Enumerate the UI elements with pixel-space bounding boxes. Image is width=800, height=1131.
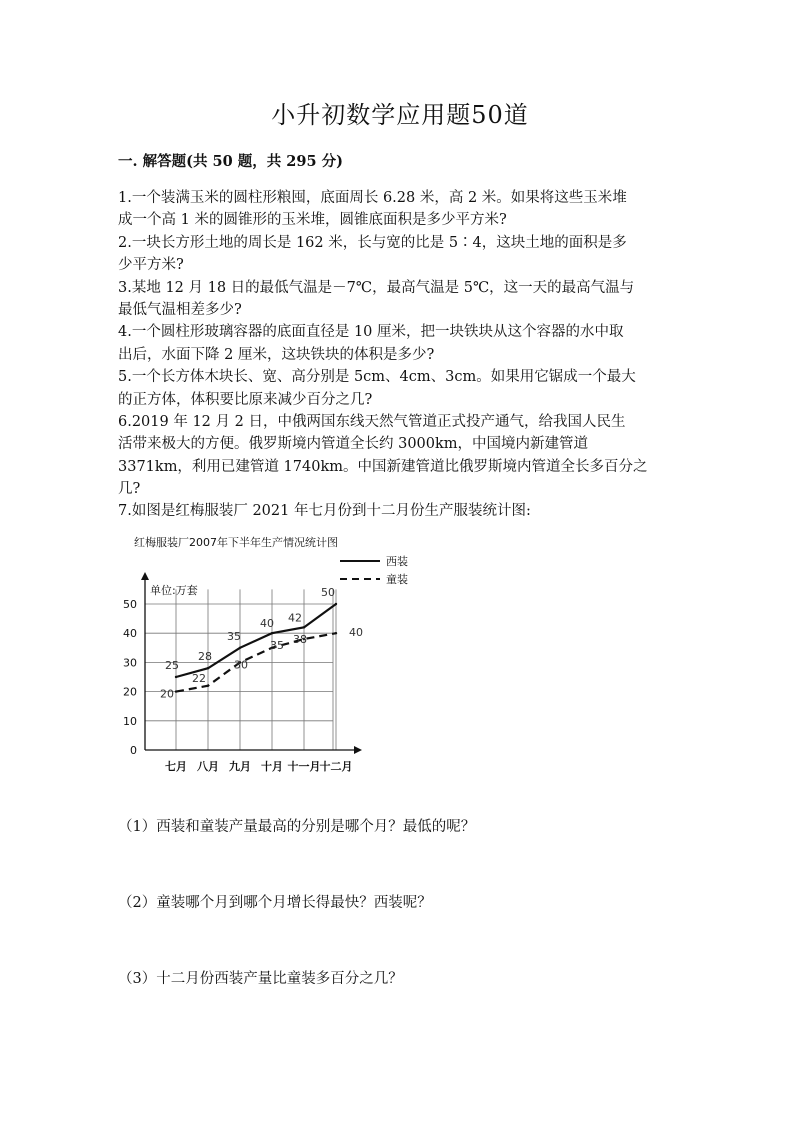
production-chart xyxy=(118,528,408,782)
data-label: 42 xyxy=(288,611,302,625)
data-label: 35 xyxy=(227,629,241,643)
chart-axes xyxy=(123,572,362,773)
data-label: 35 xyxy=(270,638,284,652)
data-label: 28 xyxy=(198,650,212,664)
y-tick-label: 30 xyxy=(123,656,137,670)
problem-line: 4.一个圆柱形玻璃容器的底面直径是 10 厘米，把一块铁块从这个容器的水中取 xyxy=(118,324,624,341)
data-point xyxy=(271,632,273,634)
problem-line: 成一个高 1 米的圆锥形的玉米堆，圆锥底面积是多少平方米? xyxy=(118,212,507,229)
legend-label: 童装 xyxy=(386,573,408,586)
data-label: 40 xyxy=(349,626,363,640)
problem-line: 出后，水面下降 2 厘米，这块铁块的体积是多少? xyxy=(118,346,435,363)
y-tick-label: 50 xyxy=(123,598,137,611)
y-tick-label: 40 xyxy=(123,627,137,641)
data-label: 40 xyxy=(260,617,274,631)
problem-line: 少平方米? xyxy=(118,257,184,274)
data-label: 22 xyxy=(192,671,206,685)
problem-line: 3.某地 12 月 18 日的最低气温是－7℃，最高气温是 5℃，这一天的最高气温与 xyxy=(118,279,635,296)
legend-label: 西装 xyxy=(386,555,408,568)
question-1: （1）西装和童装产量最高的分别是哪个月？最低的呢？ xyxy=(118,819,476,835)
data-point xyxy=(175,676,177,678)
unit-label: 单位:万套 xyxy=(150,584,198,597)
data-point xyxy=(303,626,305,628)
data-label: 20 xyxy=(160,687,174,701)
problem-line: 2.一块长方形土地的周长是 162 米，长与宽的比是 5∶4，这块土地的面积是多 xyxy=(118,234,627,251)
x-tick-label: 十月 xyxy=(261,760,283,773)
problem-line: 5.一个长方体木块长、宽、高分别是 5cm、4cm、3cm。如果用它锯成一个最大 xyxy=(118,369,636,386)
problem-line: 几? xyxy=(118,481,141,498)
data-point xyxy=(335,603,337,605)
question-3: （3）十二月份西装产量比童装多百分之几？ xyxy=(118,971,403,987)
y-tick-label: 10 xyxy=(123,714,137,728)
section-heading: 一. 解答题(共 50 题，共 295 分) xyxy=(118,153,343,170)
chart-series xyxy=(160,586,363,701)
problem-line: 活带来极大的方便。俄罗斯境内管道全长约 3000km，中国境内新建管道 xyxy=(118,436,589,453)
x-tick-label: 十一月 xyxy=(287,760,321,773)
data-point xyxy=(335,632,337,634)
series-line-suits xyxy=(176,604,336,677)
x-tick-label: 七月 xyxy=(165,760,187,773)
question-2: （2）童装哪个月到哪个月增长得最快？西装呢？ xyxy=(118,895,432,911)
x-tick-label: 九月 xyxy=(229,760,251,773)
data-point xyxy=(175,690,177,692)
problem-line: 7.如图是红梅服装厂 2021 年七月份到十二月份生产服装统计图: xyxy=(118,503,531,520)
data-label: 30 xyxy=(234,658,248,672)
y-axis-arrow xyxy=(141,572,149,580)
data-point xyxy=(207,685,209,687)
x-axis-arrow xyxy=(354,746,362,754)
chart-title: 红梅服装厂2007年下半年生产情况统计图 xyxy=(134,536,338,549)
data-label: 50 xyxy=(321,586,335,599)
chart-legend xyxy=(340,554,408,586)
problem-line: 6.2019 年 12 月 2 日，中俄两国东线天然气管道正式投产通气，给我国人民生 xyxy=(118,413,626,430)
y-tick-label: 0 xyxy=(130,744,137,757)
data-label: 25 xyxy=(165,659,179,672)
data-label: 38 xyxy=(293,633,307,647)
problem-line: 3371km，利用已建管道 1740km。中国新建管道比俄罗斯境内管道全长多百分之 xyxy=(118,458,648,475)
y-tick-label: 20 xyxy=(123,685,137,699)
problem-line: 1.一个装满玉米的圆柱形粮囤，底面周长 6.28 米，高 2 米。如果将这些玉米堆 xyxy=(118,190,627,206)
problem-line: 的正方体，体积要比原来减少百分之几? xyxy=(118,391,373,408)
page-title: 小升初数学应用题50道 xyxy=(271,101,529,129)
problem-line: 最低气温相差多少? xyxy=(118,301,242,318)
x-tick-label: 八月 xyxy=(197,760,219,773)
data-point xyxy=(239,647,241,649)
x-tick-label: 十二月 xyxy=(319,760,353,773)
data-point xyxy=(207,667,209,669)
problem-list xyxy=(118,187,698,523)
